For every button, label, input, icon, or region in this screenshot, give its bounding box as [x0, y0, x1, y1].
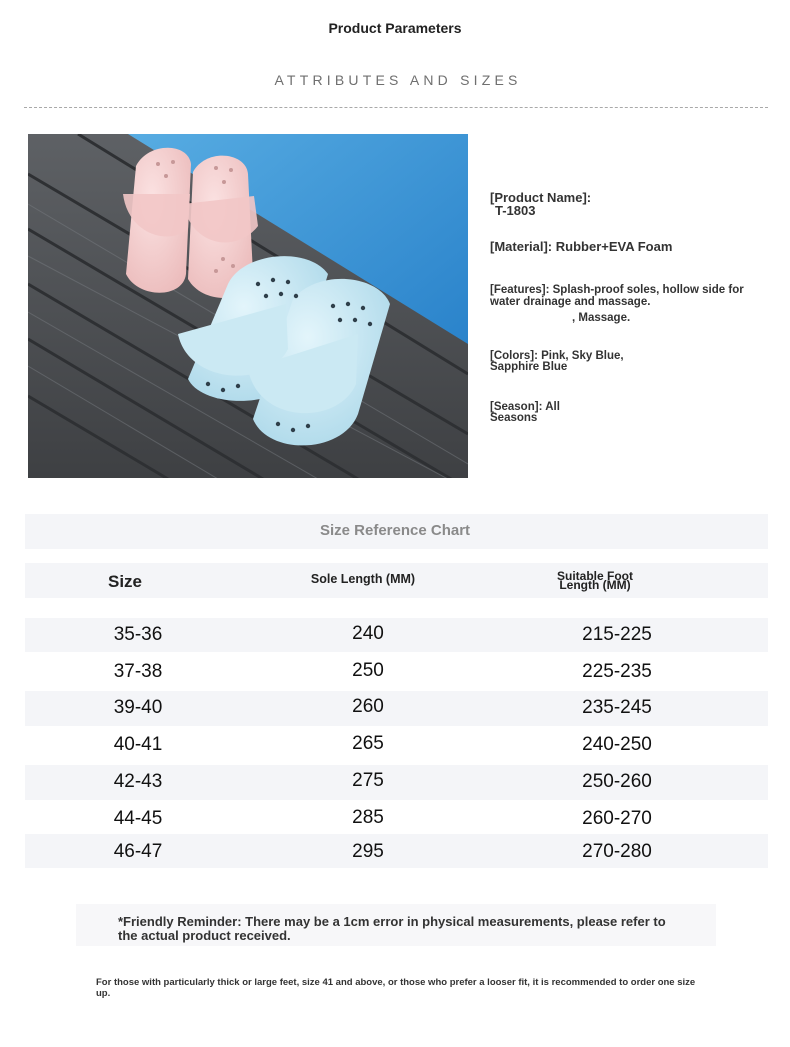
page-subtitle: ATTRIBUTES AND SIZES	[274, 72, 522, 88]
attr-season	[490, 402, 590, 424]
cell-foot-length: 260-270	[582, 808, 652, 829]
size-chart-title: Size Reference Chart	[319, 522, 471, 539]
cell-foot-length: 235-245	[582, 697, 652, 718]
attr-features	[490, 284, 752, 308]
attr-value: Splash-proof soles, hollow side for water drainage and massage.	[490, 284, 744, 308]
cell-sole-length: 275	[352, 770, 384, 791]
attr-label: [Features]:	[490, 284, 550, 296]
sizing-advice: For those with particularly thick or large feet, size 41 and above, or those who prefer a looser fit, it is recommended to order one size up.	[96, 977, 696, 999]
cell-size: 35-36	[113, 624, 163, 645]
attr-colors	[490, 351, 630, 373]
friendly-reminder	[76, 904, 716, 946]
cell-foot-length: 270-280	[582, 841, 652, 862]
cell-foot-length: 250-260	[582, 771, 652, 792]
attr-value: T-1803	[495, 203, 536, 218]
product-photo	[28, 134, 468, 478]
attr-label: [Colors]:	[490, 350, 538, 362]
attr-label: [Material]:	[490, 239, 553, 254]
attr-product-name	[490, 191, 690, 217]
cell-sole-length: 295	[352, 841, 384, 862]
attr-label: [Season]:	[490, 401, 543, 413]
page-title: Product Parameters	[328, 20, 462, 36]
cell-size: 39-40	[113, 697, 163, 718]
col-header-foot-length: Suitable Foot Length (MM)	[557, 569, 633, 592]
cell-size: 40-41	[113, 734, 163, 755]
cell-sole-length: 260	[352, 696, 384, 717]
col-header-sole-length: Sole Length (MM)	[310, 572, 416, 586]
cell-sole-length: 240	[352, 623, 384, 644]
attr-label: [Product Name]:	[490, 190, 592, 205]
dashed-divider	[24, 107, 768, 108]
attr-material	[490, 239, 750, 254]
cell-foot-length: 225-235	[582, 661, 652, 682]
attr-value: Rubber+EVA Foam	[555, 239, 673, 254]
attr-features-extra: , Massage.	[572, 312, 631, 324]
cell-sole-length: 265	[352, 733, 384, 754]
col-header-size: Size	[108, 572, 143, 591]
cell-foot-length: 215-225	[582, 624, 652, 645]
cell-sole-length: 250	[352, 660, 384, 681]
attr-value: Pink, Sky Blue, Sapphire Blue	[490, 350, 624, 373]
cell-size: 37-38	[113, 661, 163, 682]
friendly-reminder-text: *Friendly Reminder: There may be a 1cm error in physical measurements, please refer to the actual product received.	[118, 914, 666, 943]
slippers-image	[28, 134, 468, 478]
cell-foot-length: 240-250	[582, 734, 652, 755]
cell-size: 46-47	[113, 841, 163, 862]
cell-sole-length: 285	[352, 807, 384, 828]
cell-size: 42-43	[113, 771, 163, 792]
cell-size: 44-45	[113, 808, 163, 829]
attr-value: All Seasons	[490, 401, 560, 424]
